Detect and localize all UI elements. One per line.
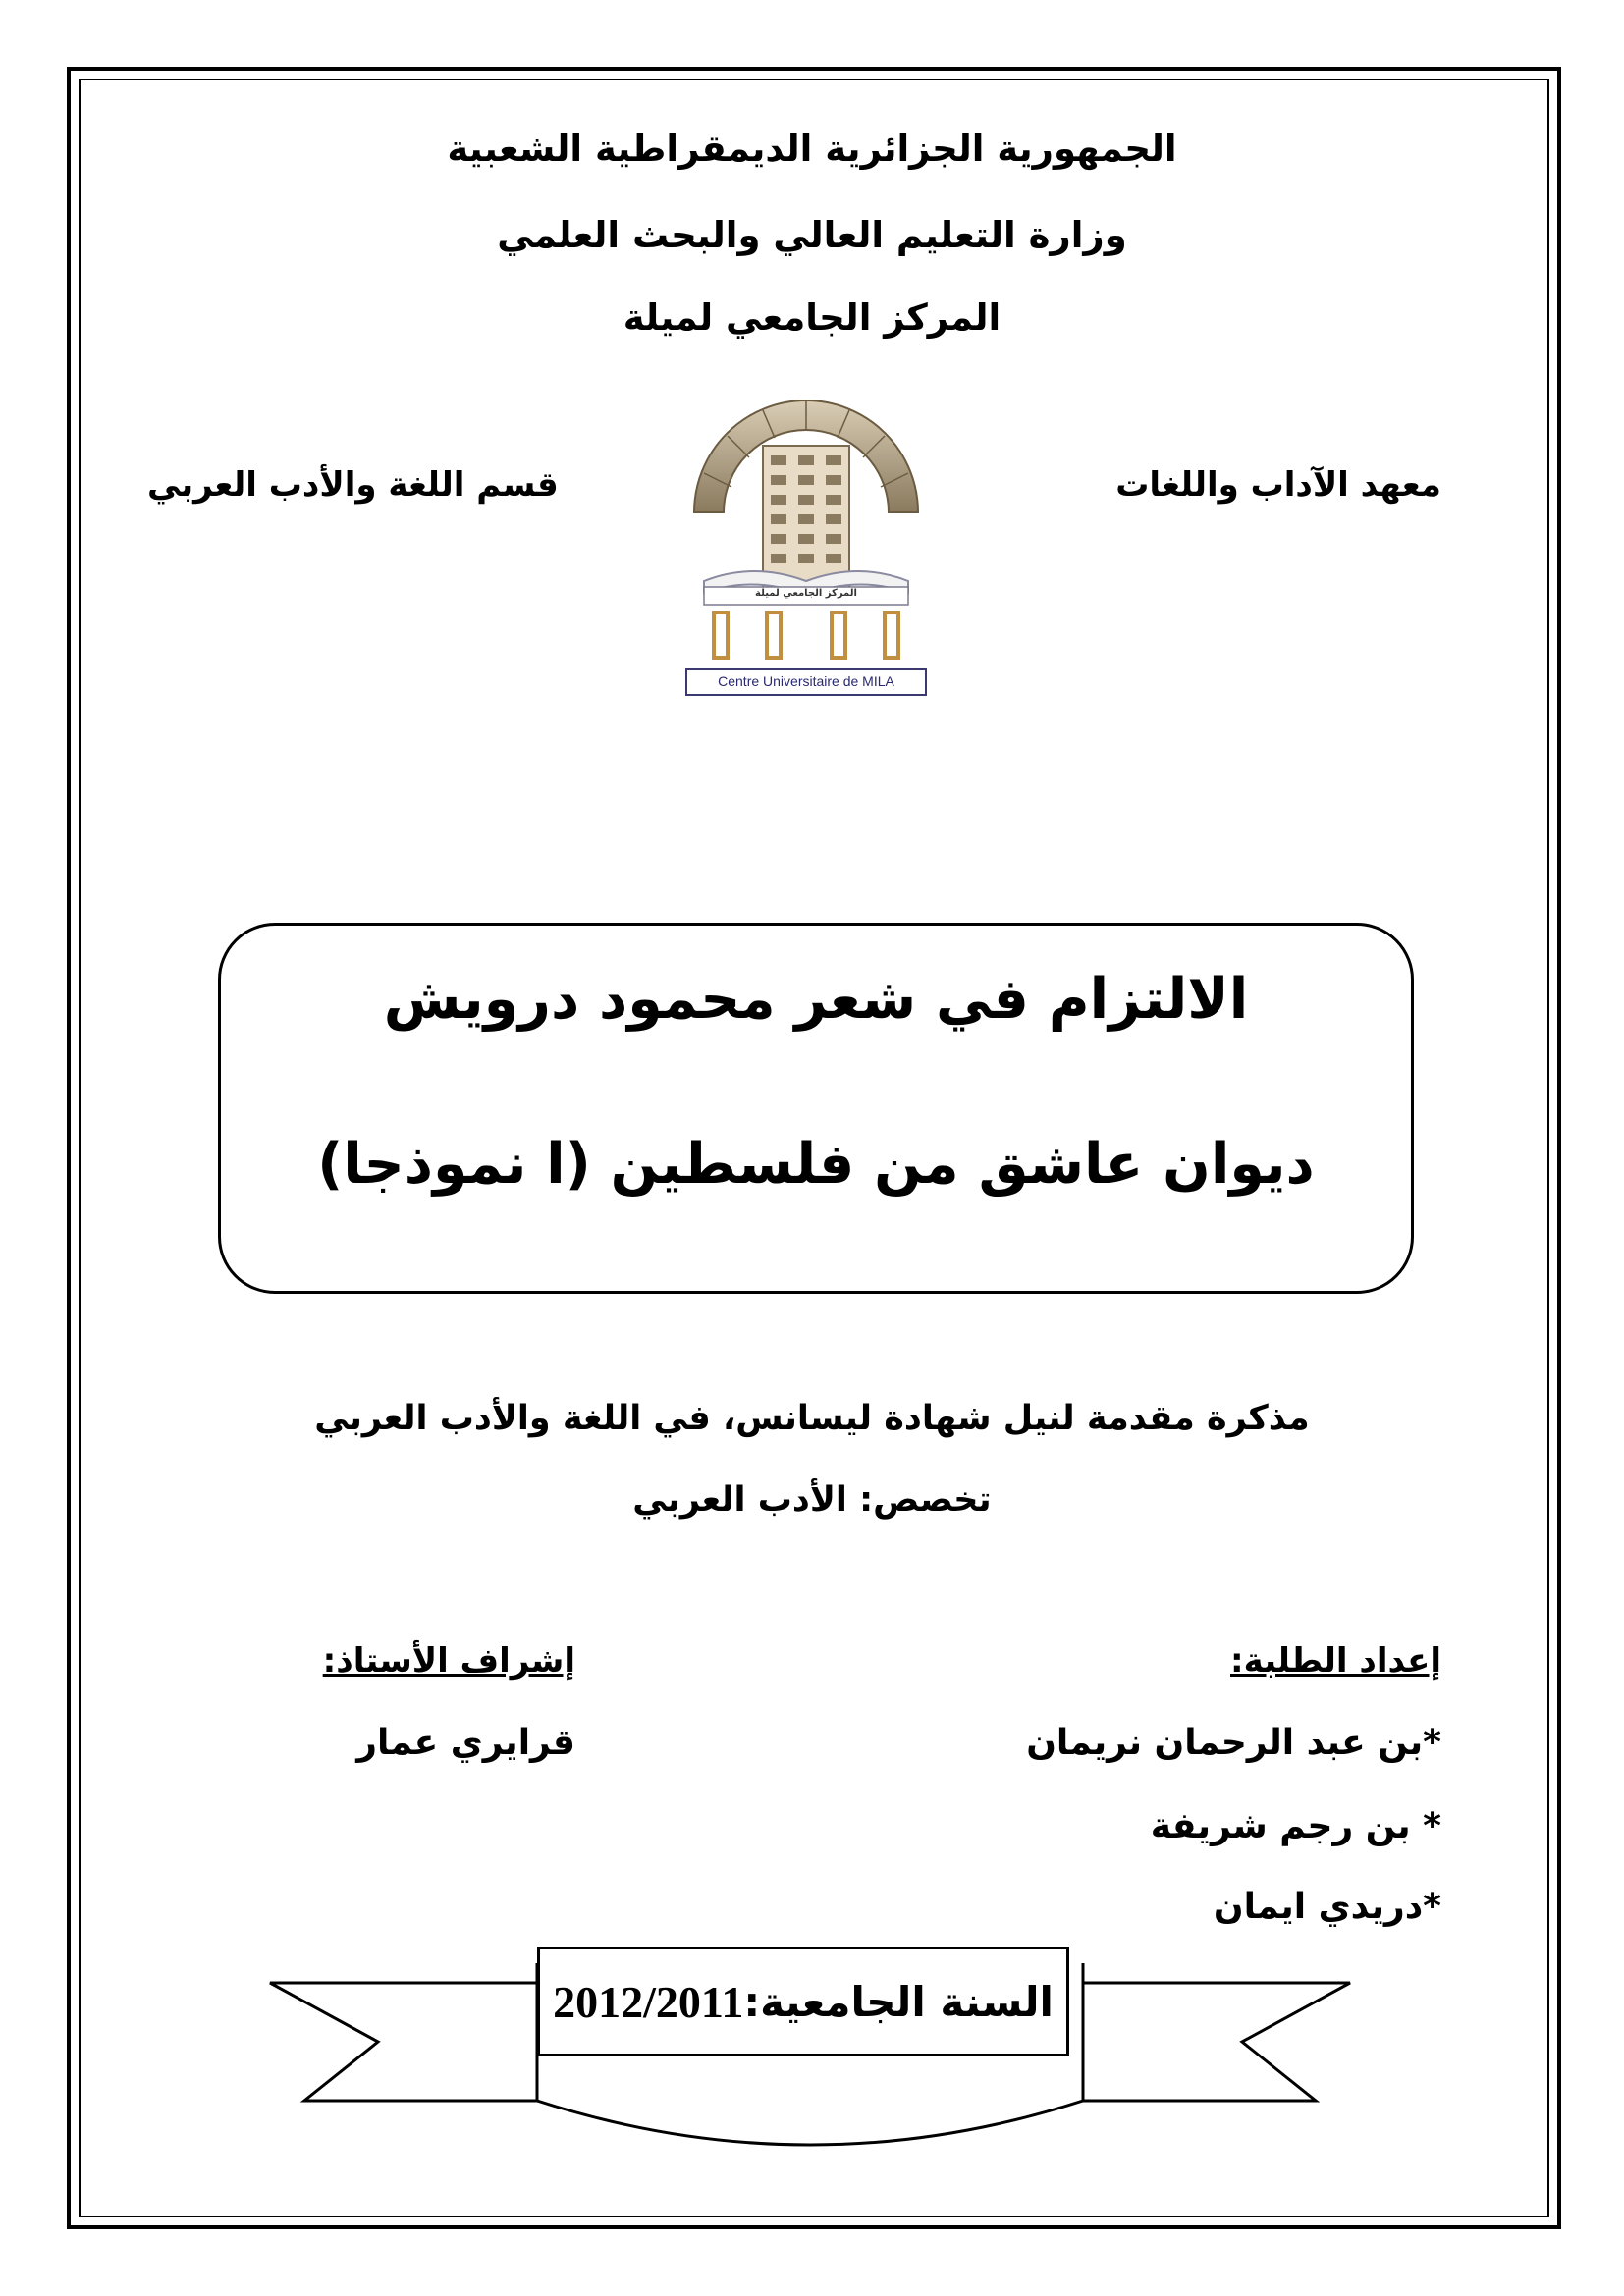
- logo-caption: Centre Universitaire de MILA: [718, 673, 894, 689]
- institute-label: معهد الآداب واللغات: [1115, 465, 1441, 505]
- academic-year-label: السنة الجامعية:: [743, 1977, 1054, 2026]
- academic-year-box: [537, 1947, 1069, 2056]
- supervisor-name: قرايري عمار: [356, 1723, 575, 1763]
- supervisor-heading: إشراف الأستاذ:: [322, 1641, 575, 1681]
- memo-purpose: مذكرة مقدمة لنيل شهادة ليسانس، في اللغة والأدب العربي: [314, 1399, 1310, 1438]
- ministry-heading: وزارة التعليم العالي والبحث العلمي: [497, 214, 1127, 256]
- thesis-subtitle: ديوان عاشق من فلسطين (ا نموذجا): [317, 1132, 1315, 1197]
- republic-heading: الجمهورية الجزائرية الديمقراطية الشعبية: [447, 128, 1177, 170]
- university-logo-graphic: [684, 385, 928, 699]
- students-heading: إعداد الطلبة:: [1230, 1641, 1441, 1681]
- university-logo: [684, 385, 928, 699]
- logo-arabic-text: المركز الجامعي لميلة: [755, 588, 857, 599]
- thesis-title: الالتزام في شعر محمود درويش: [383, 967, 1249, 1032]
- specialization: تخصص: الأدب العربي: [632, 1480, 992, 1520]
- academic-year-value: 2012/2011: [553, 1976, 744, 2027]
- thesis-title-box: [218, 923, 1414, 1294]
- student-name-3: *دريدي ايمان: [1213, 1887, 1441, 1927]
- university-center-heading: المركز الجامعي لميلة: [623, 296, 1001, 339]
- student-name-1: *بن عبد الرحمان نريمان: [1026, 1723, 1441, 1763]
- student-name-2: * بن رجم شريفة: [1150, 1806, 1441, 1846]
- department-label: قسم اللغة والأدب العربي: [147, 465, 559, 505]
